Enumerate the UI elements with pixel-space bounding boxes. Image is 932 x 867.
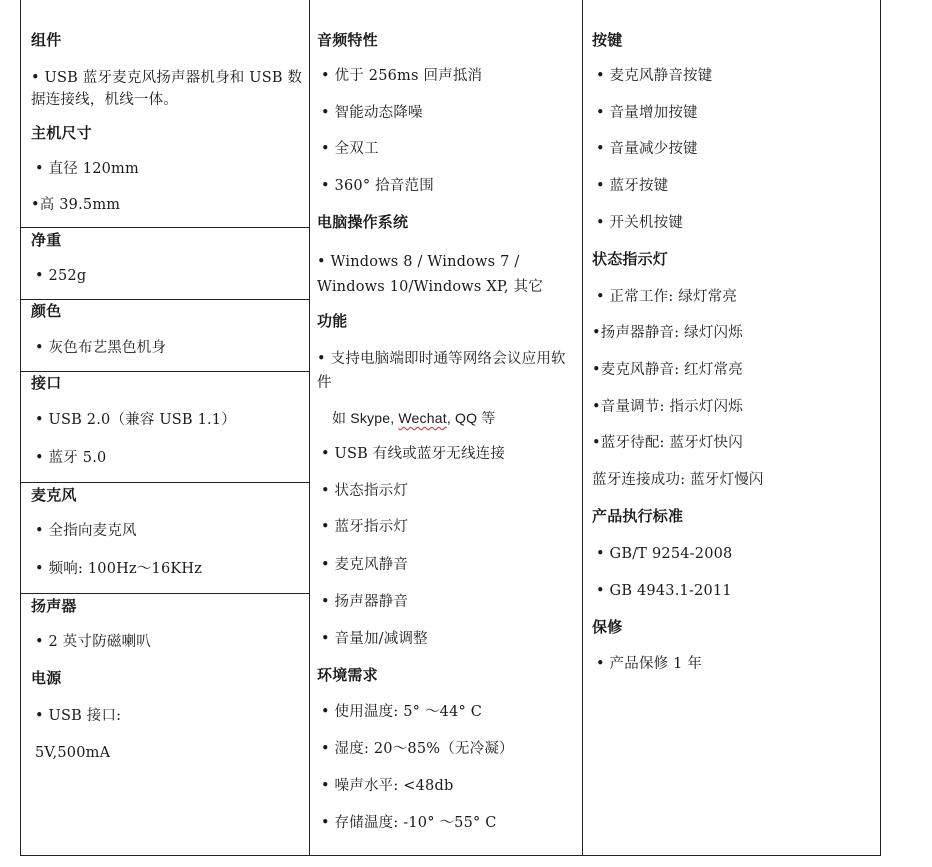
keys-item: • 开关机按键	[596, 215, 684, 231]
interface-bluetooth: • 蓝牙 5.0	[35, 450, 107, 466]
environment-item: • 湿度: 20～85%（无冷凝）	[321, 741, 514, 757]
function-item: • 状态指示灯	[321, 483, 409, 499]
warranty-value: • 产品保修 1 年	[596, 656, 703, 672]
section-divider	[21, 299, 309, 300]
environment-item: • 存储温度: -10° ～55° C	[321, 815, 497, 831]
warranty-heading: 保修	[592, 618, 623, 636]
color-value: • 灰色布艺黑色机身	[35, 340, 167, 356]
section-divider	[21, 593, 309, 594]
function-item: • USB 有线或蓝牙无线连接	[321, 446, 506, 462]
size-height: •高 39.5mm	[31, 197, 121, 213]
color-heading: 颜色	[31, 302, 62, 320]
function-meeting: • 支持电脑端即时通等网络会议应用软件	[317, 351, 566, 391]
audio-item: • 360° 拾音范围	[321, 178, 434, 194]
environment-item: • 使用温度: 5° ～44° C	[321, 704, 483, 720]
keys-heading: 按键	[592, 31, 623, 49]
section-divider	[21, 227, 309, 228]
mic-frequency: • 频响: 100Hz～16KHz	[35, 561, 203, 577]
keys-item: • 音量增加按键	[596, 105, 698, 121]
environment-heading: 环境需求	[317, 666, 378, 684]
led-item: •扬声器静音: 绿灯闪烁	[592, 325, 743, 341]
weight-value: • 252g	[35, 268, 87, 284]
size-diameter: • 直径 120mm	[35, 161, 139, 177]
power-value: 5V,500mA	[35, 745, 111, 761]
power-heading: 电源	[31, 669, 62, 687]
mic-type: • 全指向麦克风	[35, 523, 137, 539]
weight-heading: 净重	[31, 231, 62, 249]
function-heading: 功能	[317, 312, 348, 330]
function-item: • 音量加/减调整	[321, 631, 428, 647]
led-item: •蓝牙待配: 蓝牙灯快闪	[592, 435, 743, 451]
audio-item: • 优于 256ms 回声抵消	[321, 68, 483, 84]
standard-heading: 产品执行标准	[592, 507, 684, 525]
power-port: • USB 接口:	[35, 708, 122, 724]
led-item: 蓝牙连接成功: 蓝牙灯慢闪	[592, 472, 764, 488]
audio-heading: 音频特性	[317, 31, 378, 49]
led-item: •麦克风静音: 红灯常亮	[592, 362, 743, 378]
speaker-value: • 2 英寸防磁喇叭	[35, 634, 151, 650]
keys-item: • 音量减少按键	[596, 141, 698, 157]
function-item: • 蓝牙指示灯	[321, 519, 409, 535]
components-heading: 组件	[31, 31, 62, 49]
spec-column-2	[310, 0, 583, 855]
keys-item: • 蓝牙按键	[596, 178, 669, 194]
function-example-prefix: 如 Skype,	[332, 410, 399, 426]
spec-sheet	[20, 0, 881, 856]
environment-item: • 噪声水平: <48db	[321, 778, 454, 794]
size-heading: 主机尺寸	[31, 124, 92, 142]
led-heading: 状态指示灯	[592, 250, 669, 268]
standard-item: • GB/T 9254-2008	[596, 546, 733, 562]
function-example-suffix: , QQ 等	[446, 410, 496, 426]
spec-column-1	[21, 0, 310, 855]
components-text: • USB 蓝牙麦克风扬声器机身和 USB 数据连接线，机线一体。	[31, 70, 303, 108]
speaker-heading: 扬声器	[31, 597, 77, 615]
audio-item: • 全双工	[321, 141, 379, 157]
function-example-wechat: Wechat	[398, 410, 447, 426]
function-item: • 麦克风静音	[321, 557, 409, 573]
keys-item: • 麦克风静音按键	[596, 68, 713, 84]
os-heading: 电脑操作系统	[317, 213, 409, 231]
function-item: • 扬声器静音	[321, 594, 409, 610]
led-item: • 正常工作: 绿灯常亮	[596, 289, 738, 305]
spec-column-3	[583, 0, 880, 855]
section-divider	[21, 371, 309, 372]
standard-item: • GB 4943.1-2011	[596, 583, 732, 599]
interface-usb: • USB 2.0（兼容 USB 1.1）	[35, 412, 236, 428]
os-text: • Windows 8 / Windows 7 / Windows 10/Windows XP, 其它	[317, 254, 543, 295]
function-example	[332, 409, 495, 427]
section-divider	[21, 482, 309, 483]
audio-item: • 智能动态降噪	[321, 105, 423, 121]
mic-heading: 麦克风	[31, 486, 77, 504]
interface-heading: 接口	[31, 374, 62, 392]
led-item: •音量调节: 指示灯闪烁	[592, 399, 743, 415]
